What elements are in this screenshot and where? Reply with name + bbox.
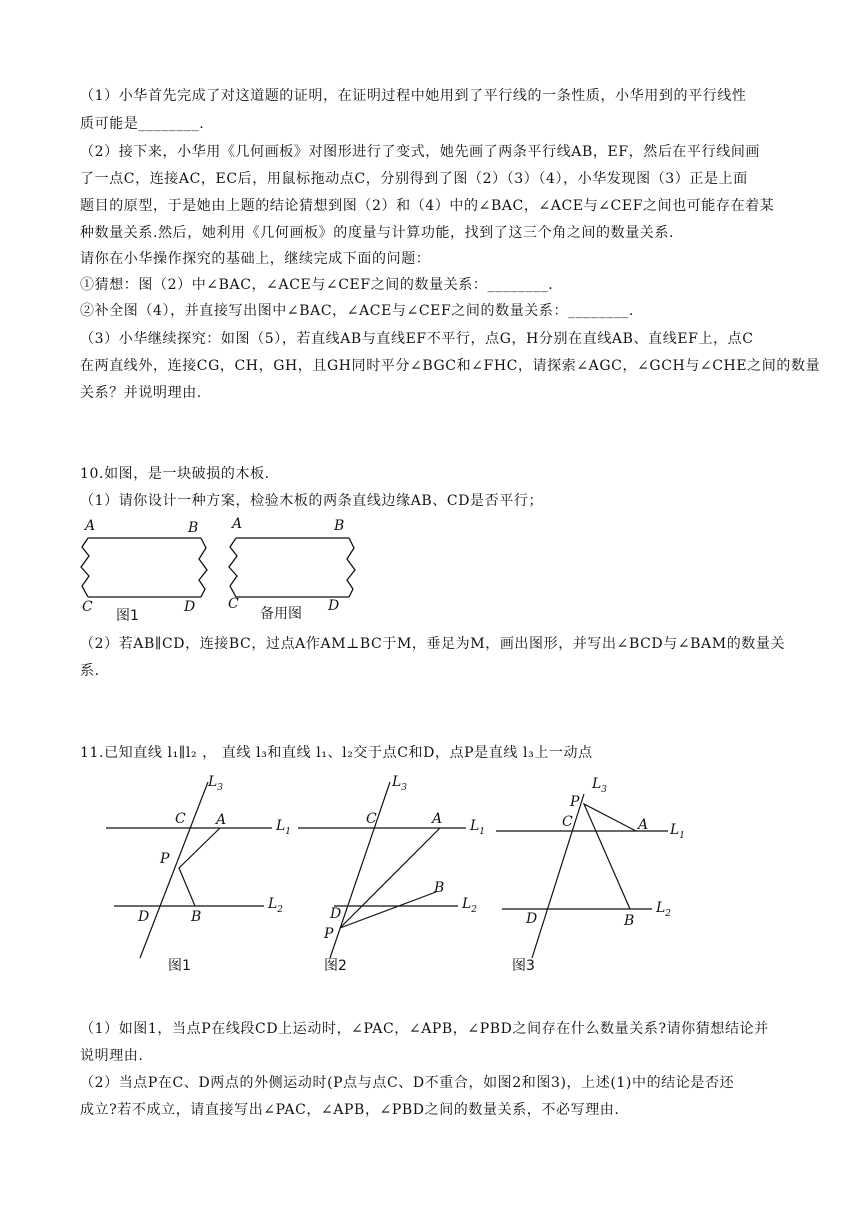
- question-11-title: 11.已知直线 l₁∥l₂ ， 直线 l₃和直线 l₁、l₂交于点C和D，点P是直线 l₃上一动点: [80, 745, 593, 761]
- question-10-part-1: （1）请你设计一种方案，检验木板的两条直线边缘AB、CD是否平行；: [80, 493, 544, 509]
- label-L2: $L_2$: [462, 896, 478, 915]
- text-line-7: 请你在小华操作探究的基础上，继续完成下面的问题：: [80, 251, 431, 267]
- lines-figure-1: [100, 768, 300, 978]
- text-line-8: ①猜想：图（2）中∠BAC，∠ACE与∠CEF之间的数量关系：________.: [80, 277, 554, 293]
- label-P: P: [570, 794, 580, 810]
- label-L3: $L_3$: [392, 774, 408, 793]
- question-11-part-2: （2）当点P在C、D两点的外侧运动时(P点与点C、D不重合，如图2和图3)，上述(1)中的结论是否还: [80, 1075, 735, 1091]
- text-line-9: ②补全图（4），并直接写出图中∠BAC，∠ACE与∠CEF之间的数量关系：________.: [80, 303, 634, 319]
- figure-caption: 图3: [512, 958, 535, 974]
- text-line-5: 题目的原型，于是她由上题的结论猜想到图（2）和（4）中的∠BAC，∠ACE与∠CEF之间也可能存在着某: [80, 198, 775, 214]
- label-P: P: [160, 851, 170, 867]
- label-A: A: [638, 817, 649, 833]
- label-A: A: [432, 811, 443, 827]
- label-C: C: [175, 811, 186, 827]
- label-B: B: [188, 520, 199, 536]
- label-L1: $L_1$: [470, 818, 486, 837]
- text-line-1: （1）小华首先完成了对这道题的证明，在证明过程中她用到了平行线的一条性质，小华用到的平行线性: [80, 88, 747, 104]
- label-D: D: [330, 906, 342, 922]
- figure-caption: 图1: [116, 608, 139, 624]
- lines-figure-3: [492, 768, 692, 978]
- label-A: A: [85, 518, 96, 534]
- label-B: B: [191, 909, 202, 925]
- text-line-12: 关系？并说明理由.: [80, 385, 202, 401]
- label-L3: $L_3$: [208, 774, 224, 793]
- label-C: C: [82, 599, 93, 615]
- text-line-11: 在两直线外，连接CG，CH，GH，且GH同时平分∠BGC和∠FHC，请探索∠AGC，∠GCH与∠CHE之间的数量: [80, 358, 821, 374]
- text-line-4: 了一点C，连接AC，EC后，用鼠标拖动点C，分别得到了图（2）（3）（4），小华发现图（3）正是上面: [80, 171, 748, 187]
- label-D: D: [138, 909, 150, 925]
- figure-caption: 备用图: [260, 606, 302, 622]
- label-A: A: [216, 812, 227, 828]
- label-L2: $L_2$: [268, 896, 284, 915]
- question-11-part-1: （1）如图1，当点P在线段CD上运动时，∠PAC，∠APB，∠PBD之间存在什么数量关系?请你猜想结论并: [80, 1021, 769, 1037]
- label-L1: $L_1$: [276, 818, 292, 837]
- label-B: B: [434, 880, 445, 896]
- label-B: B: [624, 913, 635, 929]
- lines-figure-2: [290, 768, 490, 978]
- figure-caption: 图2: [324, 958, 347, 974]
- label-D: D: [328, 598, 340, 614]
- text-line-2: 质可能是________.: [80, 116, 205, 132]
- label-L1: $L_1$: [670, 822, 686, 841]
- label-B: B: [334, 518, 345, 534]
- text-line-10: （3）小华继续探究：如图（5），若直线AB与直线EF不平行，点G，H分别在直线AB、直线EF上，点C: [80, 331, 754, 347]
- board-figure-spare: [224, 514, 364, 626]
- label-P: P: [324, 926, 334, 942]
- label-D: D: [184, 599, 196, 615]
- question-10-title: 10.如图，是一块破损的木板.: [80, 466, 270, 482]
- label-L3: $L_3$: [592, 776, 608, 795]
- question-11-part-2-cont: 成立?若不成立，请直接写出∠PAC，∠APB，∠PBD之间的数量关系，不必写理由.: [80, 1102, 620, 1118]
- question-11-part-1-cont: 说明理由.: [80, 1048, 144, 1064]
- text-line-3: （2）接下来，小华用《几何画板》对图形进行了变式，她先画了两条平行线AB，EF，然后在平行线间画: [80, 144, 761, 160]
- label-D: D: [526, 911, 538, 927]
- question-10-part-2-cont: 系.: [80, 663, 100, 679]
- board-figure-1: [76, 514, 216, 626]
- question-10-part-2: （2）若AB∥CD，连接BC，过点A作AM⊥BC于M，垂足为M，画出图形，并写出∠BCD与∠BAM的数量关: [80, 636, 786, 652]
- label-L2: $L_2$: [656, 900, 672, 919]
- label-C: C: [562, 814, 573, 830]
- label-C: C: [228, 596, 239, 612]
- figure-caption: 图1: [168, 958, 191, 974]
- label-C: C: [366, 811, 377, 827]
- text-line-6: 种数量关系.然后，她利用《几何画板》的度量与计算功能，找到了这三个角之间的数量关系.: [80, 225, 675, 241]
- label-A: A: [232, 516, 243, 532]
